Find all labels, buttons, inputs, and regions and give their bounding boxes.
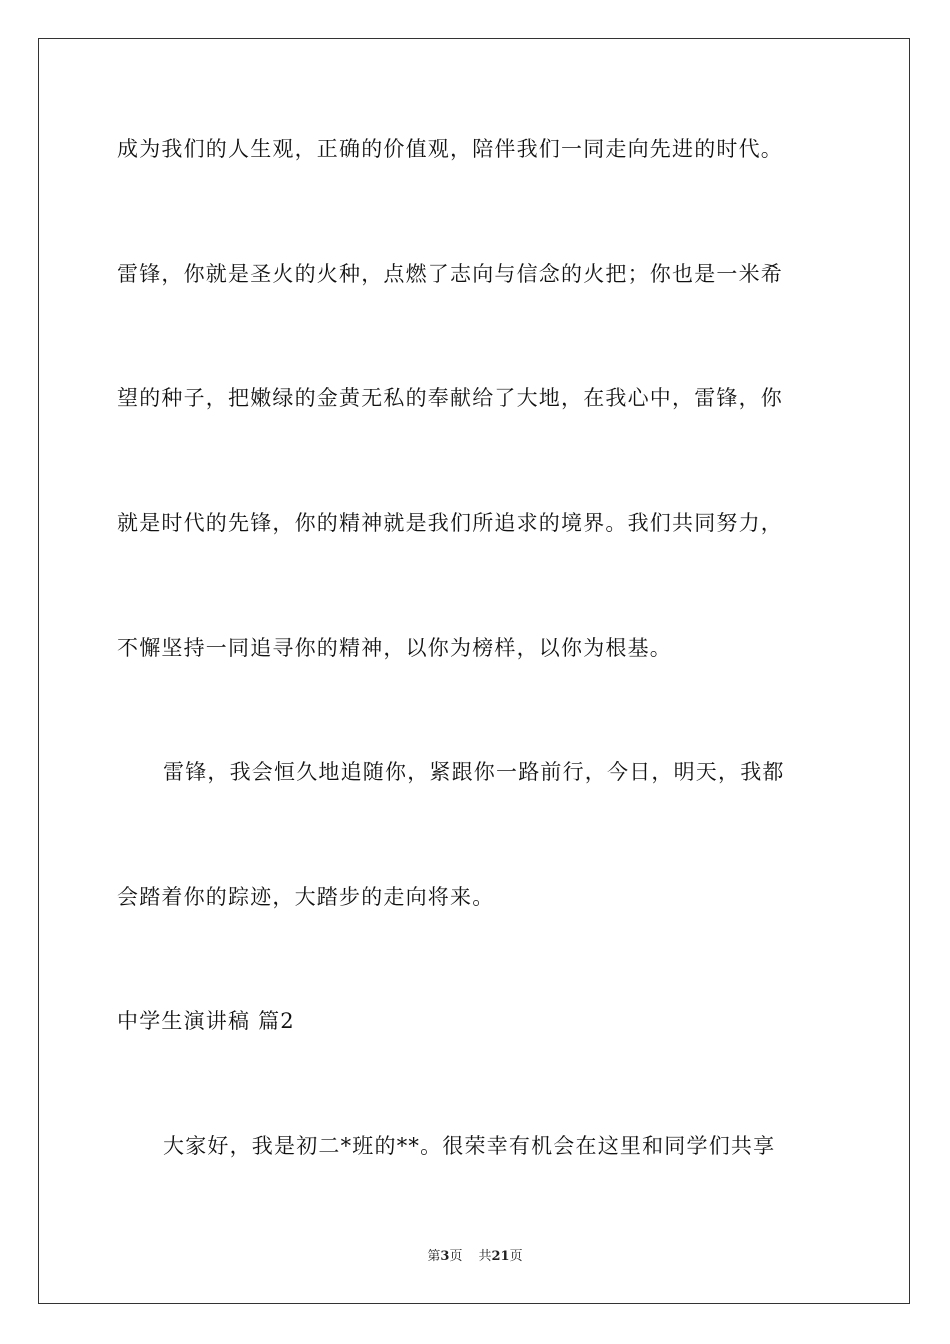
page-border <box>38 38 910 1304</box>
body-text-line: 雷锋，你就是圣火的火种，点燃了志向与信念的火把；你也是一米希 <box>117 262 783 286</box>
body-text-line-indented: 雷锋，我会恒久地追随你，紧跟你一路前行，今日，明天，我都 <box>163 760 785 784</box>
body-text-line: 就是时代的先锋，你的精神就是我们所追求的境界。我们共同努力， <box>117 511 783 535</box>
footer-page-number: 3 <box>440 1249 450 1264</box>
body-text-line: 成为我们的人生观，正确的价值观，陪伴我们一同走向先进的时代。 <box>117 137 783 161</box>
section-heading: 中学生演讲稿 篇2 <box>117 1009 295 1033</box>
footer-page-prefix: 第 <box>427 1249 441 1264</box>
body-text-line-indented: 大家好，我是初二*班的**。很荣幸有机会在这里和同学们共享 <box>163 1134 776 1158</box>
footer-total-prefix: 共 <box>478 1249 492 1264</box>
body-text-line: 不懈坚持一同追寻你的精神，以你为榜样，以你为根基。 <box>117 636 672 660</box>
footer-total-suffix: 页 <box>509 1249 523 1264</box>
footer-total-pages: 21 <box>491 1249 510 1264</box>
footer-page-suffix: 页 <box>449 1249 463 1264</box>
page-footer <box>0 1248 950 1266</box>
body-text-line: 望的种子，把嫩绿的金黄无私的奉献给了大地，在我心中，雷锋，你 <box>117 386 783 410</box>
body-text-line: 会踏着你的踪迹，大踏步的走向将来。 <box>117 885 495 909</box>
